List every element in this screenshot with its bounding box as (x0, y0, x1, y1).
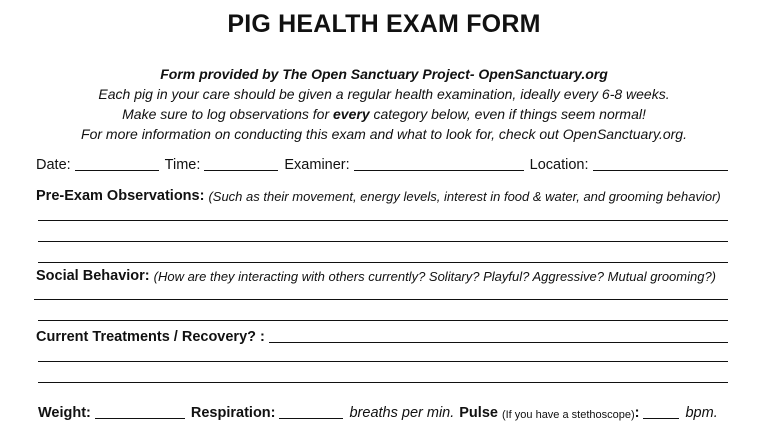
location-label: Location: (529, 157, 589, 173)
treatments-heading (36, 328, 728, 345)
pre-exam-line-1[interactable] (38, 220, 728, 221)
treatments-line-2[interactable] (38, 382, 728, 383)
pre-exam-label: Pre-Exam Observations: (36, 188, 205, 204)
pulse-colon: : (634, 405, 640, 421)
social-line-1[interactable] (34, 299, 728, 300)
examiner-label: Examiner: (284, 157, 350, 173)
provided-by-text: Form provided by The Open Sanctuary Project- OpenSanctuary.org (160, 66, 608, 82)
pulse-unit: bpm. (685, 405, 718, 421)
examiner-field[interactable] (354, 156, 524, 171)
respiration-field[interactable] (279, 404, 343, 419)
date-field[interactable] (75, 156, 159, 171)
time-label: Time: (164, 157, 201, 173)
intro-emphasis: every (333, 106, 370, 122)
intro-line-2-post: category below, even if things seem normal! (369, 106, 646, 122)
vitals-row (38, 404, 726, 421)
date-label: Date: (36, 157, 71, 173)
pulse-field[interactable] (643, 404, 679, 419)
time-field[interactable] (204, 156, 278, 171)
intro-line-1: Each pig in your care should be given a regular health examination, ideally every 6-8 weeks. (98, 86, 670, 102)
social-heading (36, 268, 728, 284)
social-line-2[interactable] (38, 320, 728, 321)
pulse-hint: (If you have a stethoscope) (501, 409, 635, 421)
page-title: PIG HEALTH EXAM FORM (227, 10, 541, 38)
social-hint: (How are they interacting with others currently? Solitary? Playful? Aggressive? Mutual grooming?) (153, 269, 717, 284)
intro-line-3: For more information on conducting this exam and what to look for, check out OpenSanctuary.org. (81, 126, 687, 142)
pre-exam-heading (36, 188, 728, 204)
header-fields-row (36, 156, 728, 173)
weight-field[interactable] (95, 404, 185, 419)
treatments-field[interactable] (269, 328, 728, 343)
pre-exam-hint: (Such as their movement, energy levels, interest in food & water, and grooming behavior) (208, 189, 721, 204)
pre-exam-line-3[interactable] (38, 262, 728, 263)
pulse-label: Pulse (459, 405, 498, 421)
intro-line-2-pre: Make sure to log observations for (122, 106, 334, 122)
respiration-label: Respiration: (190, 405, 276, 421)
location-field[interactable] (593, 156, 728, 171)
treatments-line-1[interactable] (38, 361, 728, 362)
intro-line-2 (0, 106, 768, 122)
social-label: Social Behavior: (36, 268, 150, 284)
respiration-unit: breaths per min. (349, 405, 455, 421)
pre-exam-line-2[interactable] (38, 241, 728, 242)
weight-label: Weight: (38, 405, 91, 421)
treatments-label: Current Treatments / Recovery? : (36, 329, 265, 345)
